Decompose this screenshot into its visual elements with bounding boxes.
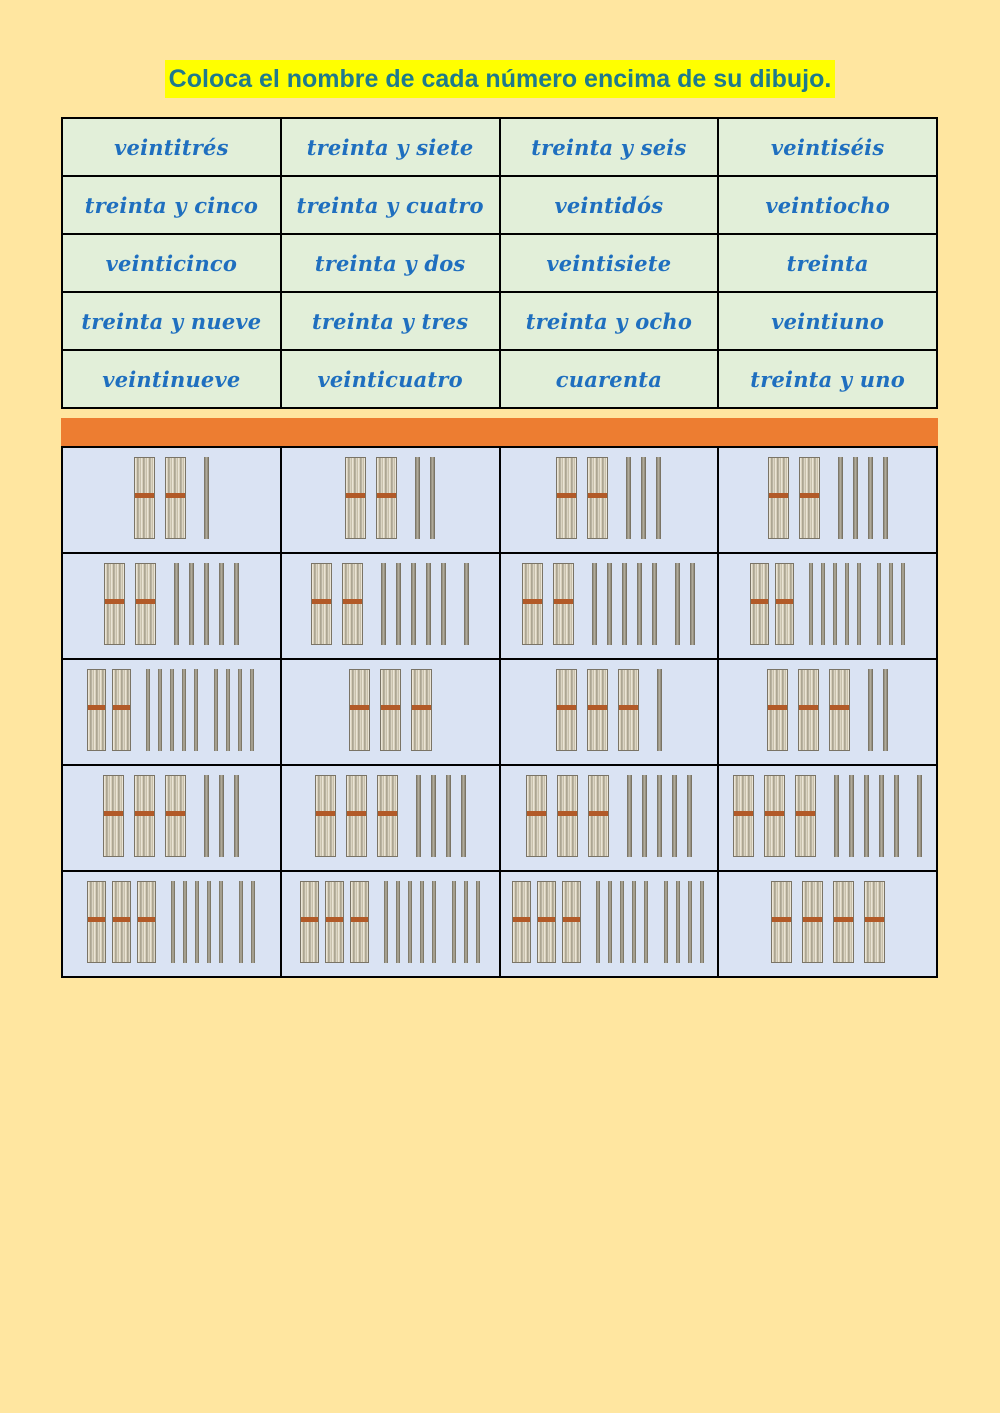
number-picture-cell[interactable] [62,553,281,659]
base-ten-picture [129,457,214,539]
single-stick-icon [656,457,661,539]
ten-bundle-icon [562,881,581,963]
number-picture-cell[interactable] [718,447,937,553]
number-name-card[interactable]: treinta y nueve [62,292,281,350]
ten-bundle-icon [802,881,823,963]
base-ten-picture [762,669,893,751]
single-stick-icon [174,563,179,645]
number-name-card[interactable]: veinticinco [62,234,281,292]
single-stick-icon [415,457,420,539]
single-stick-icon [195,881,199,963]
number-name-card[interactable]: treinta y siete [281,118,500,176]
single-stick-icon [657,669,662,751]
single-stick-icon [251,881,255,963]
pictures-row [62,553,937,659]
ten-bundle-icon [325,881,344,963]
single-stick-icon [857,563,861,645]
names-row [62,176,937,234]
single-stick-icon [868,669,873,751]
single-stick-icon [833,563,837,645]
pictures-row [62,765,937,871]
base-ten-picture [766,881,890,963]
single-stick-icon [194,669,198,751]
pictures-row [62,447,937,553]
base-ten-picture [728,775,927,857]
ten-bundle-icon [346,775,367,857]
single-stick-icon [441,563,446,645]
single-stick-icon [664,881,668,963]
base-ten-picture [763,457,893,539]
single-stick-icon [381,563,386,645]
single-stick-icon [901,563,905,645]
single-stick-icon [688,881,692,963]
names-row [62,234,937,292]
base-ten-picture [517,563,700,645]
base-ten-picture [747,563,909,645]
ten-bundle-icon [345,457,366,539]
base-ten-picture [306,563,474,645]
single-stick-icon [627,775,632,857]
single-stick-icon [652,563,657,645]
single-stick-icon [675,563,680,645]
single-stick-icon [889,563,893,645]
pictures-row [62,871,937,977]
ten-bundle-icon [377,775,398,857]
ten-bundle-icon [315,775,336,857]
ten-bundle-icon [137,881,156,963]
ten-bundle-icon [380,669,401,751]
number-name-card[interactable]: treinta y uno [718,350,937,408]
single-stick-icon [476,881,480,963]
ten-bundle-icon [556,669,577,751]
ten-bundle-icon [350,881,369,963]
single-stick-icon [239,881,243,963]
ten-bundle-icon [103,775,124,857]
base-ten-picture [99,563,244,645]
ten-bundle-icon [512,881,531,963]
base-ten-picture [297,881,484,963]
number-name-card[interactable]: veintitrés [62,118,281,176]
ten-bundle-icon [795,775,816,857]
single-stick-icon [396,881,400,963]
number-picture-cell[interactable] [718,871,937,977]
base-ten-picture [344,669,437,751]
ten-bundle-icon [300,881,319,963]
names-row [62,118,937,176]
number-picture-cell[interactable] [281,447,500,553]
number-picture-cell[interactable] [718,659,937,765]
single-stick-icon [592,563,597,645]
single-stick-icon [183,881,187,963]
ten-bundle-icon [799,457,820,539]
single-stick-icon [622,563,627,645]
number-picture-cell[interactable] [500,871,719,977]
title-wrap [0,60,1000,98]
single-stick-icon [642,775,647,857]
single-stick-icon [644,881,648,963]
number-picture-cell[interactable] [500,659,719,765]
ten-bundle-icon [588,775,609,857]
number-picture-cell[interactable] [500,553,719,659]
single-stick-icon [879,775,884,857]
base-ten-picture [84,669,258,751]
ten-bundle-icon [376,457,397,539]
single-stick-icon [917,775,922,857]
number-name-card[interactable]: treinta y seis [500,118,719,176]
single-stick-icon [146,669,150,751]
ten-bundle-icon [135,563,156,645]
ten-bundle-icon [522,563,543,645]
number-name-card[interactable]: treinta y ocho [500,292,719,350]
ten-bundle-icon [618,669,639,751]
single-stick-icon [864,775,869,857]
single-stick-icon [182,669,186,751]
single-stick-icon [431,775,436,857]
single-stick-icon [219,881,223,963]
single-stick-icon [430,457,435,539]
single-stick-icon [672,775,677,857]
single-stick-icon [207,881,211,963]
single-stick-icon [250,669,254,751]
base-ten-picture [98,775,244,857]
single-stick-icon [189,563,194,645]
single-stick-icon [845,563,849,645]
number-picture-cell[interactable] [62,447,281,553]
number-name-card[interactable]: cuarenta [500,350,719,408]
ten-bundle-icon [557,775,578,857]
number-name-card[interactable]: treinta [718,234,937,292]
number-picture-cell[interactable] [281,765,500,871]
single-stick-icon [464,563,469,645]
ten-bundle-icon [553,563,574,645]
names-row [62,292,937,350]
ten-bundle-icon [587,457,608,539]
single-stick-icon [219,563,224,645]
single-stick-icon [690,563,695,645]
single-stick-icon [408,881,412,963]
ten-bundle-icon [733,775,754,857]
base-ten-picture [551,457,666,539]
number-names-table [61,117,938,409]
number-name-card[interactable]: treinta y tres [281,292,500,350]
ten-bundle-icon [798,669,819,751]
base-ten-picture [310,775,471,857]
number-picture-cell[interactable] [281,553,500,659]
number-name-card[interactable]: veintiocho [718,176,937,234]
single-stick-icon [204,457,209,539]
ten-bundle-icon [134,457,155,539]
ten-bundle-icon [764,775,785,857]
single-stick-icon [849,775,854,857]
single-stick-icon [158,669,162,751]
number-name-card[interactable]: veintiséis [718,118,937,176]
ten-bundle-icon [311,563,332,645]
number-picture-cell[interactable] [500,765,719,871]
single-stick-icon [676,881,680,963]
number-picture-cell[interactable] [62,765,281,871]
single-stick-icon [432,881,436,963]
ten-bundle-icon [112,881,131,963]
ten-bundle-icon [411,669,432,751]
single-stick-icon [461,775,466,857]
number-picture-cell[interactable] [500,447,719,553]
number-name-card[interactable]: veinticuatro [281,350,500,408]
number-name-card[interactable]: veintinueve [62,350,281,408]
single-stick-icon [384,881,388,963]
number-name-card[interactable]: treinta y dos [281,234,500,292]
number-name-card[interactable]: treinta y cuatro [281,176,500,234]
ten-bundle-icon [833,881,854,963]
ten-bundle-icon [771,881,792,963]
number-picture-cell[interactable] [62,659,281,765]
single-stick-icon [464,881,468,963]
base-ten-picture [551,669,667,751]
number-picture-cell[interactable] [718,553,937,659]
single-stick-icon [420,881,424,963]
ten-bundle-icon [165,775,186,857]
ten-bundle-icon [87,881,106,963]
single-stick-icon [894,775,899,857]
single-stick-icon [632,881,636,963]
single-stick-icon [700,881,704,963]
single-stick-icon [446,775,451,857]
separator-bar [61,418,938,446]
single-stick-icon [883,669,888,751]
ten-bundle-icon [342,563,363,645]
single-stick-icon [204,775,209,857]
ten-bundle-icon [829,669,850,751]
single-stick-icon [809,563,813,645]
single-stick-icon [608,881,612,963]
single-stick-icon [626,457,631,539]
single-stick-icon [204,563,209,645]
single-stick-icon [234,775,239,857]
number-picture-cell[interactable] [62,871,281,977]
single-stick-icon [452,881,456,963]
single-stick-icon [838,457,843,539]
number-picture-cell[interactable] [281,659,500,765]
single-stick-icon [687,775,692,857]
ten-bundle-icon [556,457,577,539]
base-ten-picture [509,881,708,963]
ten-bundle-icon [165,457,186,539]
single-stick-icon [214,669,218,751]
single-stick-icon [853,457,858,539]
ten-bundle-icon [112,669,131,751]
page-title: Coloca el nombre de cada número encima de su dibujo. [165,60,836,98]
number-pictures-table [61,446,938,978]
ten-bundle-icon [349,669,370,751]
single-stick-icon [883,457,888,539]
number-name-card[interactable]: veintiuno [718,292,937,350]
ten-bundle-icon [864,881,885,963]
number-picture-cell[interactable] [718,765,937,871]
single-stick-icon [607,563,612,645]
single-stick-icon [411,563,416,645]
ten-bundle-icon [87,669,106,751]
number-picture-cell[interactable] [281,871,500,977]
single-stick-icon [821,563,825,645]
single-stick-icon [657,775,662,857]
base-ten-picture [340,457,440,539]
ten-bundle-icon [104,563,125,645]
single-stick-icon [170,669,174,751]
single-stick-icon [637,563,642,645]
ten-bundle-icon [537,881,556,963]
single-stick-icon [226,669,230,751]
single-stick-icon [238,669,242,751]
names-row [62,350,937,408]
single-stick-icon [426,563,431,645]
pictures-row [62,659,937,765]
ten-bundle-icon [134,775,155,857]
single-stick-icon [620,881,624,963]
single-stick-icon [219,775,224,857]
single-stick-icon [596,881,600,963]
ten-bundle-icon [587,669,608,751]
base-ten-picture [84,881,259,963]
single-stick-icon [641,457,646,539]
number-name-card[interactable]: treinta y cinco [62,176,281,234]
number-name-card[interactable]: veintisiete [500,234,719,292]
single-stick-icon [416,775,421,857]
single-stick-icon [834,775,839,857]
ten-bundle-icon [768,457,789,539]
single-stick-icon [234,563,239,645]
ten-bundle-icon [767,669,788,751]
single-stick-icon [877,563,881,645]
base-ten-picture [521,775,697,857]
single-stick-icon [171,881,175,963]
ten-bundle-icon [775,563,794,645]
number-name-card[interactable]: veintidós [500,176,719,234]
single-stick-icon [868,457,873,539]
ten-bundle-icon [526,775,547,857]
ten-bundle-icon [750,563,769,645]
single-stick-icon [396,563,401,645]
